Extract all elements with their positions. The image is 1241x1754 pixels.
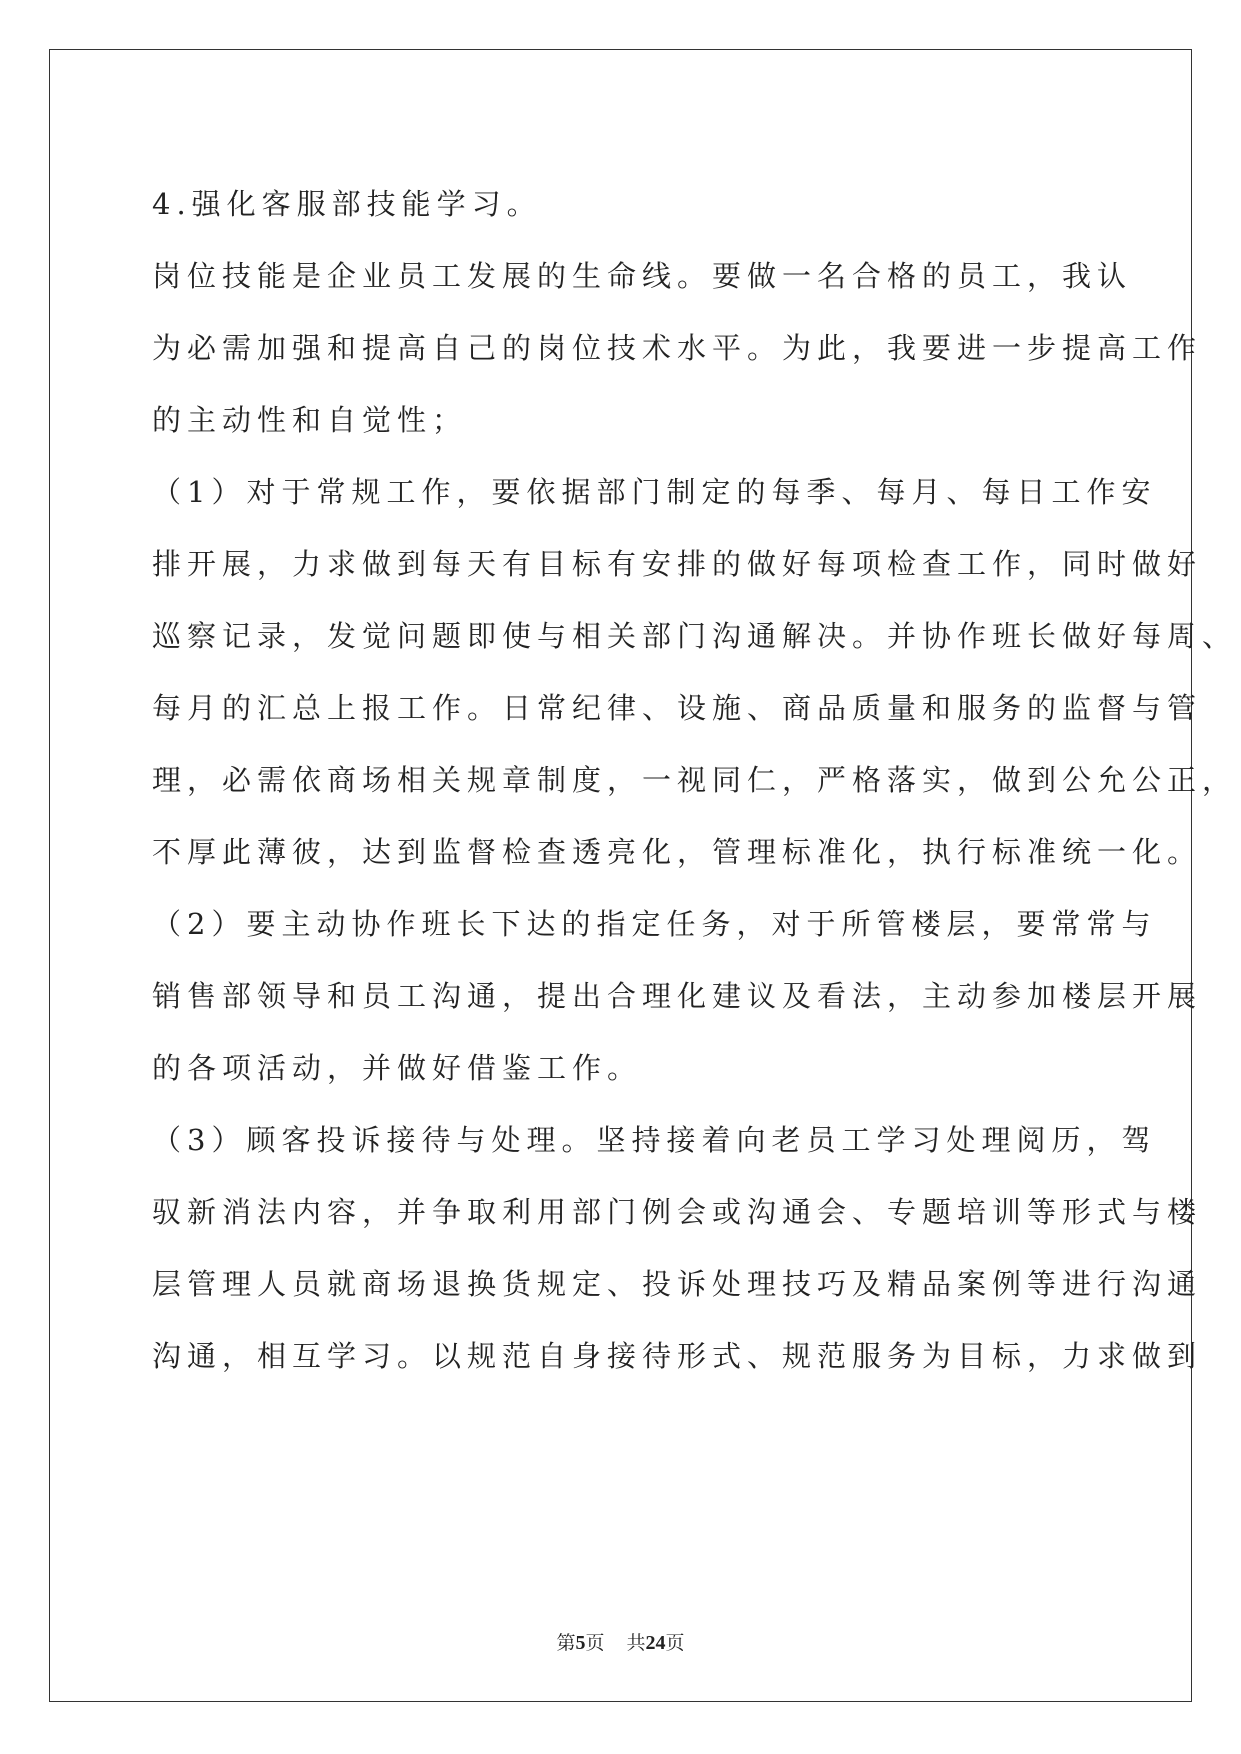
page-footer — [0, 1631, 1241, 1655]
text-line: 巡察记录，发觉问题即使与相关部门沟通解决。并协作班长做好每周、 — [152, 619, 1238, 653]
text-line: （2）要主动协作班长下达的指定任务，对于所管楼层，要常常与 — [152, 907, 1157, 941]
text-line: 排开展，力求做到每天有目标有安排的做好每项检查工作，同时做好 — [152, 547, 1203, 581]
document-body — [152, 168, 1238, 1392]
page-suffix: 页 — [585, 1632, 605, 1654]
text-line: 理，必需依商场相关规章制度，一视同仁，严格落实，做到公允公正， — [152, 763, 1238, 797]
total-suffix: 页 — [665, 1632, 685, 1654]
text-line: 每月的汇总上报工作。日常纪律、设施、商品质量和服务的监督与管 — [152, 691, 1203, 725]
text-line: 岗位技能是企业员工发展的生命线。要做一名合格的员工，我认 — [152, 259, 1133, 293]
text-line: 销售部领导和员工沟通，提出合理化建议及看法，主动参加楼层开展 — [152, 979, 1203, 1013]
text-line: 不厚此薄彼，达到监督检查透亮化，管理标准化，执行标准统一化。 — [152, 835, 1203, 869]
text-line: 的主动性和自觉性； — [152, 403, 468, 437]
text-line: （3）顾客投诉接待与处理。坚持接着向老员工学习处理阅历，驾 — [152, 1123, 1157, 1157]
text-line: （1）对于常规工作，要依据部门制定的每季、每月、每日工作安 — [152, 475, 1157, 509]
text-line: 的各项活动，并做好借鉴工作。 — [152, 1051, 643, 1085]
text-line: 4.强化客服部技能学习。 — [152, 187, 542, 221]
total-pages: 24 — [645, 1632, 666, 1654]
text-line: 层管理人员就商场退换货规定、投诉处理技巧及精品案例等进行沟通 — [152, 1267, 1203, 1301]
text-line: 沟通，相互学习。以规范自身接待形式、规范服务为目标，力求做到 — [152, 1339, 1203, 1373]
page-number: 5 — [575, 1632, 586, 1654]
total-prefix: 共 — [626, 1632, 646, 1654]
text-line: 驭新消法内容，并争取利用部门例会或沟通会、专题培训等形式与楼 — [152, 1195, 1203, 1229]
page-prefix: 第 — [556, 1632, 576, 1654]
text-line: 为必需加强和提高自己的岗位技术水平。为此，我要进一步提高工作 — [152, 331, 1203, 365]
